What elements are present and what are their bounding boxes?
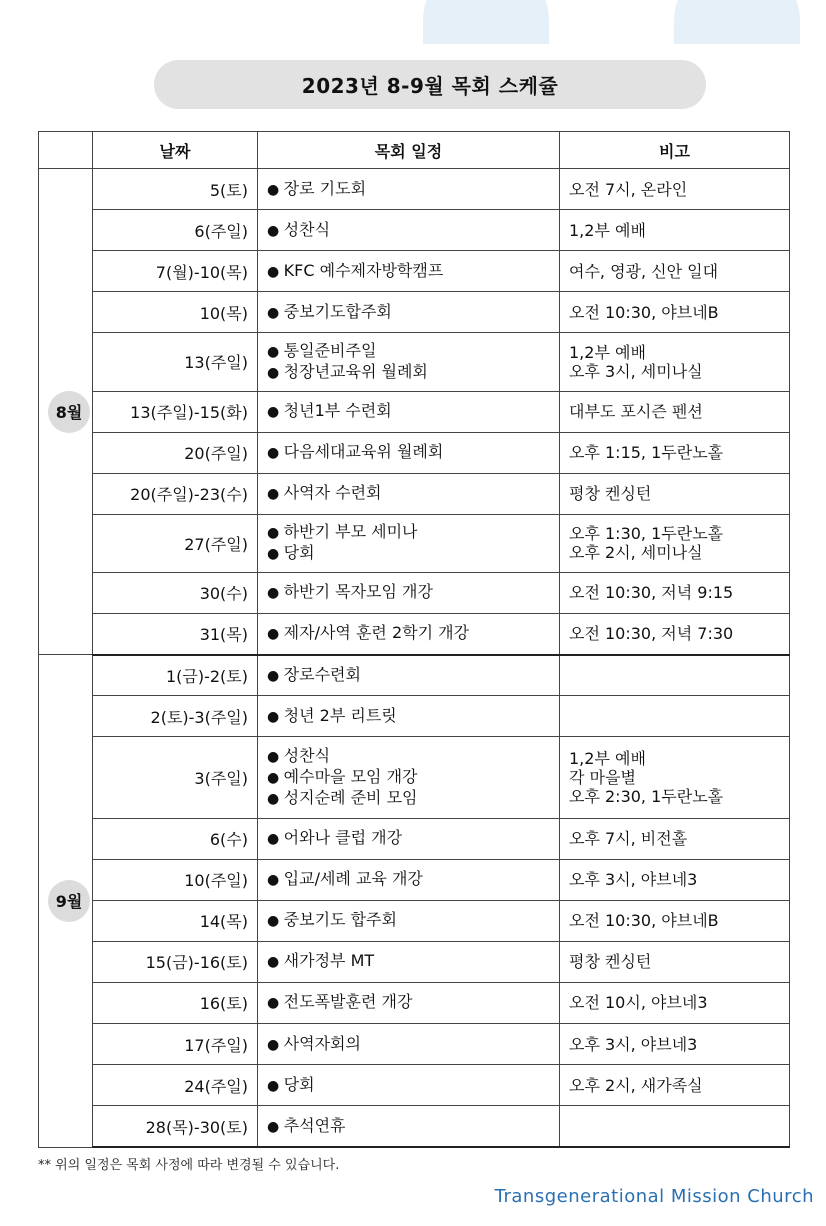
date-cell: 2(토)-3(주일)	[93, 696, 258, 737]
date-cell: 13(주일)-15(화)	[93, 391, 258, 432]
month-badge: 9월	[48, 880, 90, 922]
notes-cell	[560, 655, 790, 696]
table-row	[39, 982, 790, 1023]
date-cell: 7(월)-10(목)	[93, 251, 258, 292]
notes-cell	[560, 473, 790, 514]
event-item: ● 다음세대교육위 월례회	[267, 442, 550, 463]
date-cell: 31(목)	[93, 614, 258, 655]
notes-cell	[560, 391, 790, 432]
note-item: 오전 10:30, 저녁 7:30	[569, 624, 734, 644]
event-item: ● 당회	[267, 543, 550, 564]
events-cell	[258, 1065, 560, 1106]
notes-cell	[560, 900, 790, 941]
table-row	[39, 1106, 790, 1147]
events-cell	[258, 572, 560, 613]
event-item: ● 입교/세례 교육 개강	[267, 869, 550, 890]
table-header-row	[39, 132, 790, 169]
events-cell	[258, 1106, 560, 1147]
event-item: ● 예수마을 모임 개강	[267, 767, 550, 788]
event-item: ● 성지순례 준비 모임	[267, 788, 550, 809]
events-cell	[258, 941, 560, 982]
note-item: 오후 3시, 세미나실	[569, 361, 703, 381]
event-item: ● 추석연휴	[267, 1116, 550, 1137]
note-item: 오전 10:30, 야브네B	[569, 911, 719, 931]
table-row	[39, 572, 790, 613]
event-item: ● 어와나 클럽 개강	[267, 828, 550, 849]
events-cell	[258, 391, 560, 432]
events-cell	[258, 818, 560, 859]
schedule-table	[38, 131, 790, 1148]
events-cell	[258, 859, 560, 900]
note-item: 오후 2시, 세미나실	[569, 543, 703, 563]
event-item: ● 사역자회의	[267, 1034, 550, 1055]
date-cell: 24(주일)	[93, 1065, 258, 1106]
month-cell	[39, 655, 93, 1147]
events-cell	[258, 1023, 560, 1064]
top-decoration-shape	[423, 0, 549, 44]
table-row	[39, 1023, 790, 1064]
note-item: 평창 켄싱턴	[569, 952, 652, 972]
events-cell	[258, 432, 560, 473]
date-cell: 17(주일)	[93, 1023, 258, 1064]
event-item: ● KFC 예수제자방학캠프	[267, 261, 550, 282]
events-cell	[258, 210, 560, 251]
event-item: ● 성찬식	[267, 746, 550, 767]
notes-column-header: 비고	[560, 132, 790, 169]
table-row	[39, 818, 790, 859]
page-title: 2023년 8-9월 목회 스케쥴	[154, 60, 706, 109]
table-row	[39, 941, 790, 982]
notes-cell	[560, 614, 790, 655]
date-cell: 27(주일)	[93, 514, 258, 572]
date-cell: 20(주일)	[93, 432, 258, 473]
notes-cell	[560, 1106, 790, 1147]
notes-cell	[560, 859, 790, 900]
events-column-header: 목회 일정	[258, 132, 560, 169]
note-item: 오전 7시, 온라인	[569, 179, 688, 199]
date-cell: 1(금)-2(토)	[93, 655, 258, 696]
event-item: ● 청년 2부 리트릿	[267, 706, 550, 727]
date-cell: 3(주일)	[93, 737, 258, 818]
events-cell	[258, 333, 560, 391]
date-cell: 16(토)	[93, 982, 258, 1023]
table-row	[39, 696, 790, 737]
note-item: 오후 7시, 비전홀	[569, 829, 688, 849]
note-item: 오후 1:15, 1두란노홀	[569, 443, 724, 463]
note-item: 오후 3시, 야브네3	[569, 1034, 698, 1054]
schedule-body	[39, 169, 790, 1148]
notes-cell	[560, 169, 790, 210]
events-cell	[258, 514, 560, 572]
table-row	[39, 514, 790, 572]
events-cell	[258, 900, 560, 941]
event-item: ● 장로 기도회	[267, 179, 550, 200]
notes-cell	[560, 333, 790, 391]
notes-cell	[560, 982, 790, 1023]
event-item: ● 새가정부 MT	[267, 951, 550, 972]
event-item: ● 당회	[267, 1075, 550, 1096]
table-row	[39, 900, 790, 941]
date-cell: 5(토)	[93, 169, 258, 210]
month-column-header	[39, 132, 93, 169]
event-item: ● 하반기 부모 세미나	[267, 522, 550, 543]
notes-cell	[560, 941, 790, 982]
table-row	[39, 737, 790, 818]
date-cell: 20(주일)-23(수)	[93, 473, 258, 514]
date-cell: 14(목)	[93, 900, 258, 941]
table-row	[39, 251, 790, 292]
notes-cell	[560, 292, 790, 333]
month-badge: 8월	[48, 391, 90, 433]
events-cell	[258, 473, 560, 514]
event-item: ● 청장년교육위 월례회	[267, 362, 550, 383]
events-cell	[258, 655, 560, 696]
date-cell: 28(목)-30(토)	[93, 1106, 258, 1147]
notes-cell	[560, 210, 790, 251]
note-item: 오전 10:30, 야브네B	[569, 302, 719, 322]
date-cell: 10(주일)	[93, 859, 258, 900]
events-cell	[258, 292, 560, 333]
note-item: 평창 켄싱턴	[569, 484, 652, 504]
note-item: 오전 10시, 야브네3	[569, 993, 708, 1013]
date-cell: 6(수)	[93, 818, 258, 859]
notes-cell	[560, 1065, 790, 1106]
event-item: ● 제자/사역 훈련 2학기 개강	[267, 623, 550, 644]
table-row	[39, 333, 790, 391]
table-row	[39, 859, 790, 900]
events-cell	[258, 982, 560, 1023]
table-row	[39, 655, 790, 696]
event-item: ● 장로수련회	[267, 665, 550, 686]
notes-cell	[560, 251, 790, 292]
notes-cell	[560, 572, 790, 613]
events-cell	[258, 614, 560, 655]
event-item: ● 통일준비주일	[267, 341, 550, 362]
table-row	[39, 1065, 790, 1106]
note-item: 오후 1:30, 1두란노홀	[569, 524, 724, 544]
date-cell: 15(금)-16(토)	[93, 941, 258, 982]
table-row	[39, 292, 790, 333]
note-item: 오후 2시, 새가족실	[569, 1075, 703, 1095]
note-item: 오전 10:30, 저녁 9:15	[569, 583, 734, 603]
event-item: ● 중보기도 합주회	[267, 910, 550, 931]
table-row	[39, 169, 790, 210]
events-cell	[258, 696, 560, 737]
top-decoration-shape	[674, 0, 800, 44]
note-item: 오후 2:30, 1두란노홀	[569, 786, 724, 806]
events-cell	[258, 169, 560, 210]
table-row	[39, 614, 790, 655]
events-cell	[258, 737, 560, 818]
notes-cell	[560, 432, 790, 473]
note-item: 각 마을별	[569, 767, 636, 787]
note-item: 1,2부 예배	[569, 342, 646, 362]
note-item: 1,2부 예배	[569, 220, 646, 240]
note-item: 오후 3시, 야브네3	[569, 870, 698, 890]
footnote: ** 위의 일정은 목회 사정에 따라 변경될 수 있습니다.	[38, 1158, 340, 1173]
table-row	[39, 432, 790, 473]
notes-cell	[560, 818, 790, 859]
note-item: 1,2부 예배	[569, 748, 646, 768]
event-item: ● 하반기 목자모임 개강	[267, 582, 550, 603]
date-cell: 10(목)	[93, 292, 258, 333]
notes-cell	[560, 514, 790, 572]
event-item: ● 중보기도합주회	[267, 302, 550, 323]
date-cell: 30(수)	[93, 572, 258, 613]
note-item: 여수, 영광, 신안 일대	[569, 261, 719, 281]
event-item: ● 전도폭발훈련 개강	[267, 992, 550, 1013]
events-cell	[258, 251, 560, 292]
table-row	[39, 210, 790, 251]
notes-cell	[560, 696, 790, 737]
table-row	[39, 391, 790, 432]
month-cell	[39, 169, 93, 655]
church-name: Transgenerational Mission Church	[494, 1186, 814, 1207]
notes-cell	[560, 1023, 790, 1064]
date-cell: 6(주일)	[93, 210, 258, 251]
note-item: 대부도 포시즌 펜션	[569, 402, 703, 422]
table-row	[39, 473, 790, 514]
event-item: ● 청년1부 수련회	[267, 401, 550, 422]
date-cell: 13(주일)	[93, 333, 258, 391]
event-item: ● 사역자 수련회	[267, 483, 550, 504]
event-item: ● 성찬식	[267, 220, 550, 241]
notes-cell	[560, 737, 790, 818]
date-column-header: 날짜	[93, 132, 258, 169]
